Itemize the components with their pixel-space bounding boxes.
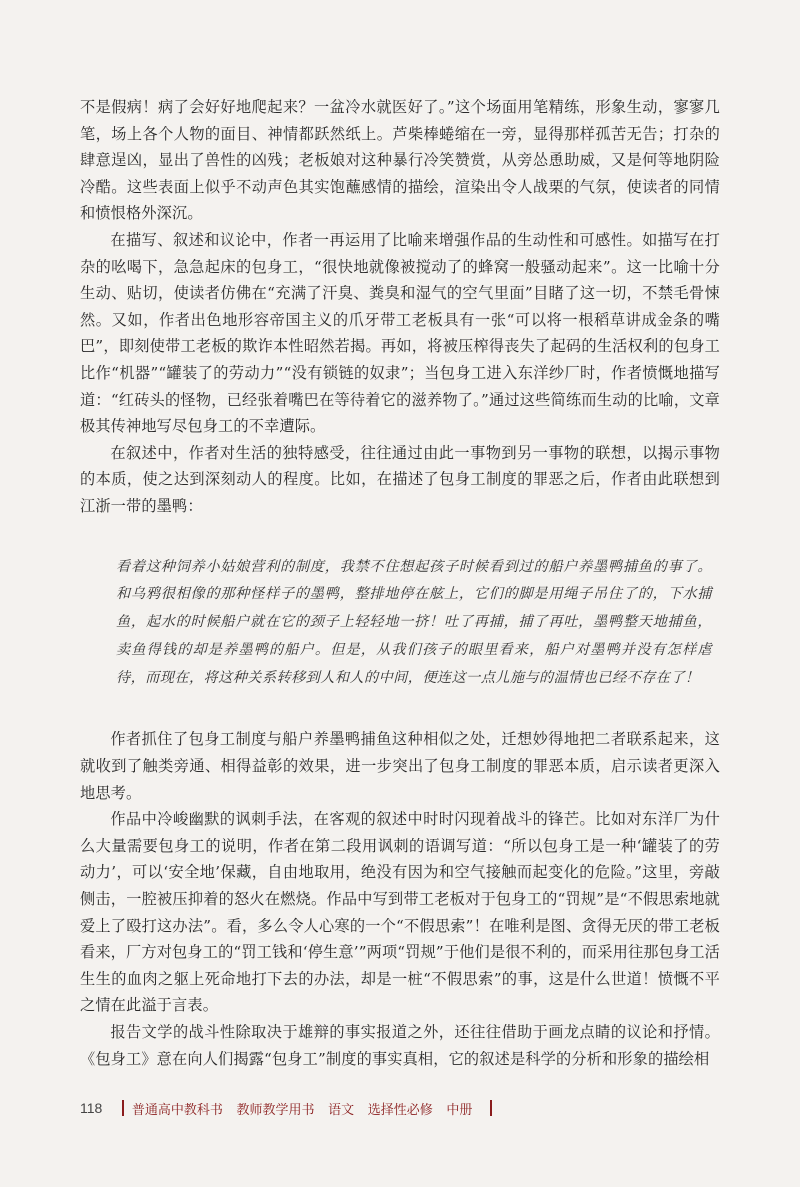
series-name: 普通高中教科书 (131, 1101, 223, 1117)
page-footer (80, 1096, 500, 1120)
paragraph-metaphor: 在描写、叙述和议论中，作者一再运用了比喻来增强作品的生动性和可感性。如描写在打杂的吆喝下，急急起床的包身工，“很快地就像被搅动了的蜂窝一般骚动起来”。这一比喻十分生动、贴切，使读者仿佛在“充满了汗臭、粪臭和湿气的空气里面”目睹了这一切，不禁毛骨悚然。又如，作者出色地形容帝国主义的爪牙带工老板具有一张“可以将一根稻草讲成金条的嘴巴”，即刻使带工老板的欺诈本性昭然若揭。再如，将被压榨得丧失了起码的生活权利的包身工比作“机器”“罐装了的劳动力”“没有锁链的奴隶”；当包身工进入东洋纱厂时，作者愤慨地描写道：“红砖头的怪物，已经张着嘴巴在等待着它的滋养物了。”通过这些简练而生动的比喻，文章极其传神地写尽包身工的不幸遭际。 (80, 230, 720, 436)
footer-divider (122, 1100, 124, 1116)
paragraph-satire: 作品中冷峻幽默的讽刺手法，在客观的叙述中时时闪现着战斗的锋芒。比如对东洋厂为什么大量需要包身工的说明，作者在第二段用讽刺的语调写道：“所以包身工是一种‘罐装了的劳动力’，可以‘安全地’保藏，自由地取用，绝没有因为和空气接触而起变化的危险。”这里，旁敲侧击，一腔被压抑着的怒火在燃烧。作品中写到带工老板对于包身工的“罚规”是“不假思索地就爱上了殴打这办法”。看，多么令人心寒的一个“不假思索”！在唯利是图、贪得无厌的带工老板看来，厂方对包身工的“罚工钱和‘停生意’”两项“罚规”于他们是很不利的，而采用往那包身工活生生的血肉之躯上死命地打下去的办法，却是一桩“不假思索”的事，这是什么世道！愤慨不平之情在此溢于言表。 (80, 810, 720, 1015)
footer-divider-end (490, 1100, 492, 1116)
subject-name: 语文 (328, 1101, 355, 1117)
paragraph-analysis: 作者抓住了包身工制度与船户养墨鸭捕鱼这种相似之处，迁想妙得地把二者联系起来，这就收到了触类旁通、相得益彰的效果，进一步突出了包身工制度的罪恶本质，启示读者更深入地思考。 (80, 730, 720, 802)
quoted-excerpt: 看着这种饲养小姑娘营利的制度，我禁不住想起孩子时候看到过的船户养墨鸭捕鱼的事了。和乌鸦很相像的那种怪样子的墨鸭，整排地停在舷上，它们的脚是用绳子吊住了的，下水捕鱼，起水的时候船户就在它的颈子上轻轻地一挤！吐了再捕，捕了再吐，墨鸭整天地捕鱼，卖鱼得钱的却是养墨鸭的船户。但是，从我们孩子的眼里看来，船户对墨鸭并没有怎样虐待，而现在，将这种关系转移到人和人的中间，便连这一点儿施与的温情也已经不存在了！ (116, 558, 712, 686)
course-name: 选择性必修 (367, 1101, 433, 1117)
paragraph-association: 在叙述中，作者对生活的独特感受，往往通过由此一事物到另一事物的联想，以揭示事物的本质，使之达到深刻动人的程度。比如，在描述了包身工制度的罪恶之后，作者由此联想到江浙一带的墨鸭： (80, 443, 720, 515)
book-type: 教师教学用书 (236, 1101, 315, 1117)
volume-name: 中册 (446, 1101, 473, 1117)
paragraph-closing: 报告文学的战斗性除取决于雄辩的事实报道之外，还往往借助于画龙点睛的议论和抒情。《包身工》意在向人们揭露“包身工”制度的事实真相，它的叙述是科学的分析和形象的描绘相 (80, 1023, 720, 1068)
page-body (80, 94, 720, 1072)
page-number: 118 (80, 1100, 103, 1116)
paragraph-continued: 不是假病！病了会好好地爬起来？一盆冷水就医好了。”这个场面用笔精练，形象生动，寥寥几笔，场上各个人物的面目、神情都跃然纸上。芦柴棒蜷缩在一旁，显得那样孤苦无告；打杂的肆意逞凶，显出了兽性的凶残；老板娘对这种暴行冷笑赞赏，从旁怂恿助威，又是何等地阴险冷酷。这些表面上似乎不动声色其实饱蘸感情的描绘，渲染出令人战栗的气氛，使读者的同情和愤恨格外深沉。 (80, 98, 720, 223)
book-info (132, 1099, 483, 1118)
